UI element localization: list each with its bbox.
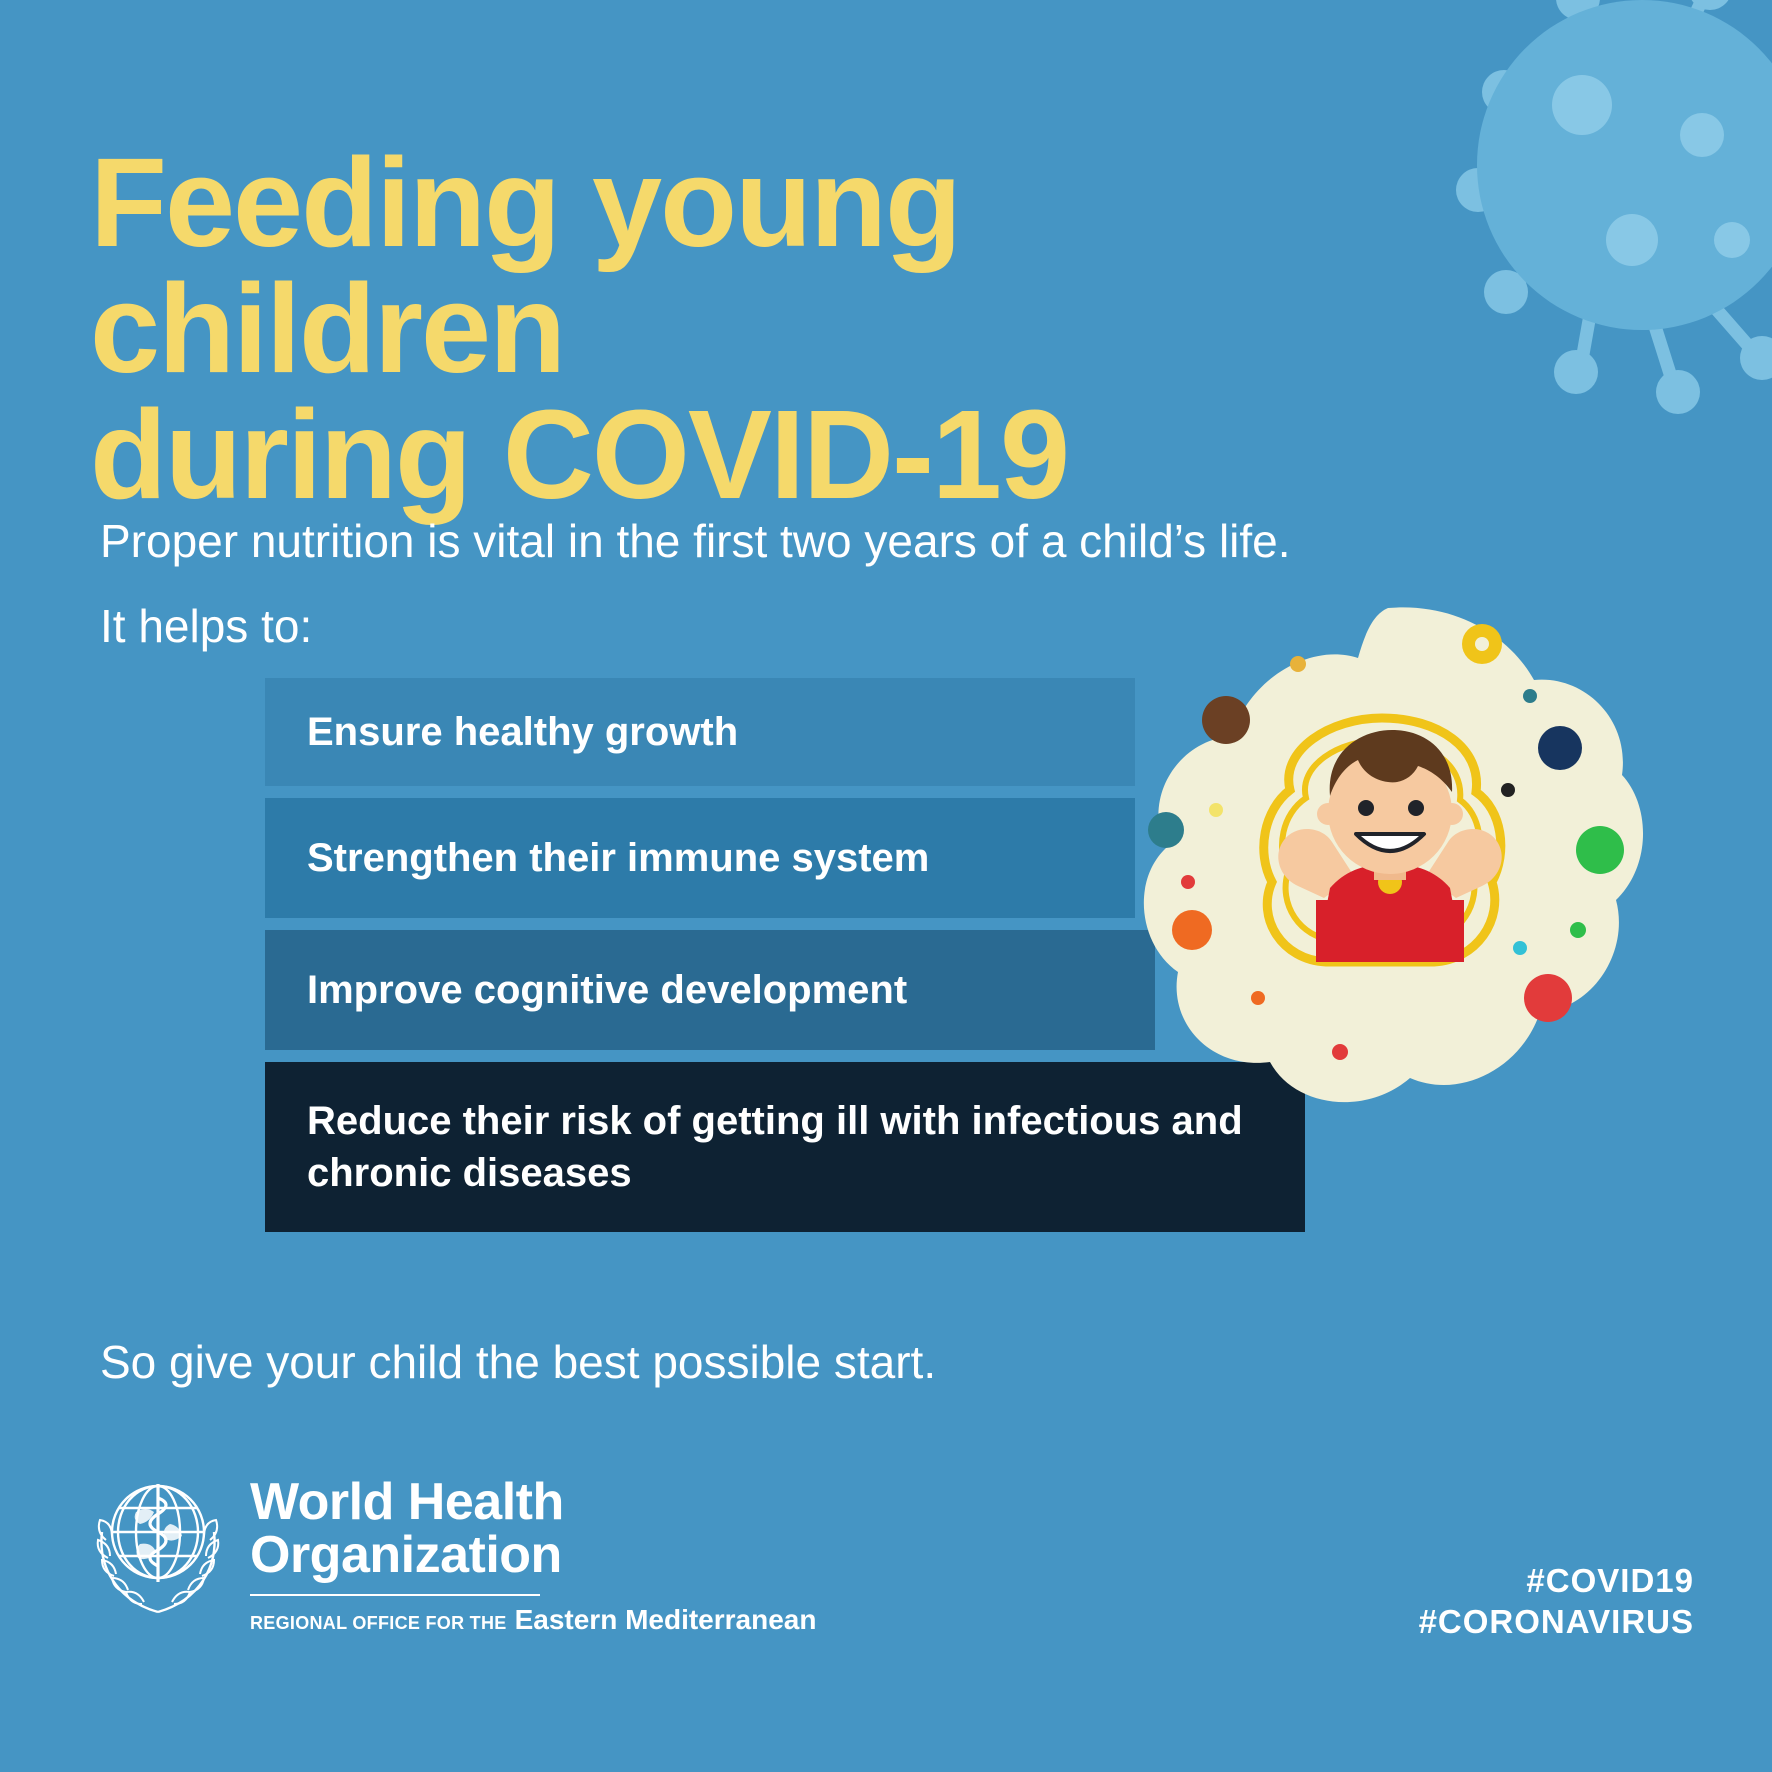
benefit-label: Improve cognitive development <box>307 968 908 1012</box>
page-title <box>90 132 1420 525</box>
benefit-label: Strengthen their immune system <box>307 836 930 880</box>
intro-line-2: It helps to: <box>100 599 313 652</box>
list-item <box>265 678 1135 786</box>
who-name-line-2: Organization <box>250 1526 562 1585</box>
child-flexing-muscles-illustration <box>1130 600 1650 1140</box>
logo-divider <box>250 1594 540 1596</box>
benefit-label: Ensure healthy growth <box>307 710 739 754</box>
who-region-line <box>250 1604 816 1636</box>
intro-line-1: Proper nutrition is vital in the first two years of a child’s life. <box>100 515 1291 567</box>
headline-line-2: during COVID-19 <box>90 384 1069 525</box>
who-emblem-icon <box>88 1470 228 1620</box>
benefit-label: Reduce their risk of getting ill with infectious and chronic diseases <box>307 1099 1243 1195</box>
who-name-line-1: World Health <box>250 1473 564 1531</box>
list-item <box>265 798 1135 918</box>
who-logo <box>88 1470 816 1636</box>
closing-text: So give your child the best possible start. <box>100 1336 937 1388</box>
headline-line-1: Feeding young children <box>90 132 960 399</box>
region-prefix: REGIONAL OFFICE FOR THE <box>250 1613 507 1634</box>
hashtag-coronavirus: #CORONAVIRUS <box>1418 1602 1694 1640</box>
list-item <box>265 930 1155 1050</box>
hashtags <box>1419 1560 1694 1643</box>
hashtag-covid19: #COVID19 <box>1526 1561 1694 1599</box>
region-name: Eastern Mediterranean <box>514 1604 817 1636</box>
